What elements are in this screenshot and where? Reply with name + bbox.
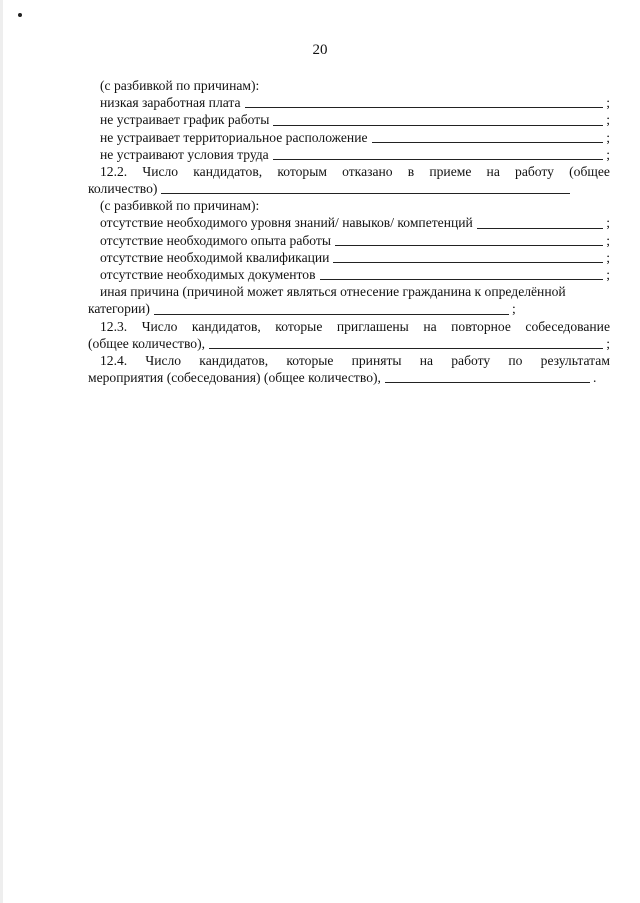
reason-row: отсутствие необходимого уровня знаний/ навыков/ компетенций ; <box>100 215 610 231</box>
section-12-3: 12.3. Число кандидатов, которые приглашены на повторное собеседование <box>100 318 610 334</box>
other-reason-cont: категории) ; <box>88 301 516 317</box>
blank-line[interactable] <box>372 142 604 143</box>
reason-row: не устраивают условия труда ; <box>100 146 610 162</box>
reason-row: отсутствие необходимых документов ; <box>100 267 610 283</box>
blank-line[interactable] <box>273 159 604 160</box>
block1-intro: (с разбивкой по причинам): <box>100 77 260 93</box>
document-body <box>88 77 610 386</box>
blank-line[interactable] <box>477 228 603 229</box>
scan-edge <box>0 0 3 903</box>
other-reason: иная причина (причиной может являться отнесение гражданина к определённой <box>100 284 566 300</box>
section-12-2-cont: количество) <box>88 180 610 197</box>
blank-line[interactable] <box>320 279 604 280</box>
section-12-3-cont: (общее количество), ; <box>88 335 610 351</box>
blank-line[interactable] <box>273 125 603 126</box>
blank-line[interactable] <box>333 262 603 263</box>
blank-line[interactable] <box>154 314 509 315</box>
block2-intro: (с разбивкой по причинам): <box>100 198 260 214</box>
blank-line[interactable] <box>335 245 603 246</box>
reason-row: низкая заработная плата ; <box>100 95 610 111</box>
page-number: 20 <box>312 42 328 58</box>
section-12-2: 12.2. Число кандидатов, которым отказано в приеме на работу (общее <box>100 163 610 179</box>
blank-line[interactable] <box>209 348 603 349</box>
reason-row: не устраивает график работы ; <box>100 112 610 128</box>
reason-row: не устраивает территориальное расположение ; <box>100 129 610 145</box>
reason-row: отсутствие необходимого опыта работы ; <box>100 232 610 248</box>
blank-line[interactable] <box>161 193 570 194</box>
scan-dot <box>18 13 22 17</box>
blank-line[interactable] <box>385 382 590 383</box>
section-12-4: 12.4. Число кандидатов, которые приняты на работу по результатам <box>100 352 610 368</box>
reason-row: отсутствие необходимой квалификации ; <box>100 249 610 265</box>
blank-line[interactable] <box>245 107 604 108</box>
section-12-4-cont: мероприятия (собеседования) (общее количество), . <box>88 370 597 386</box>
